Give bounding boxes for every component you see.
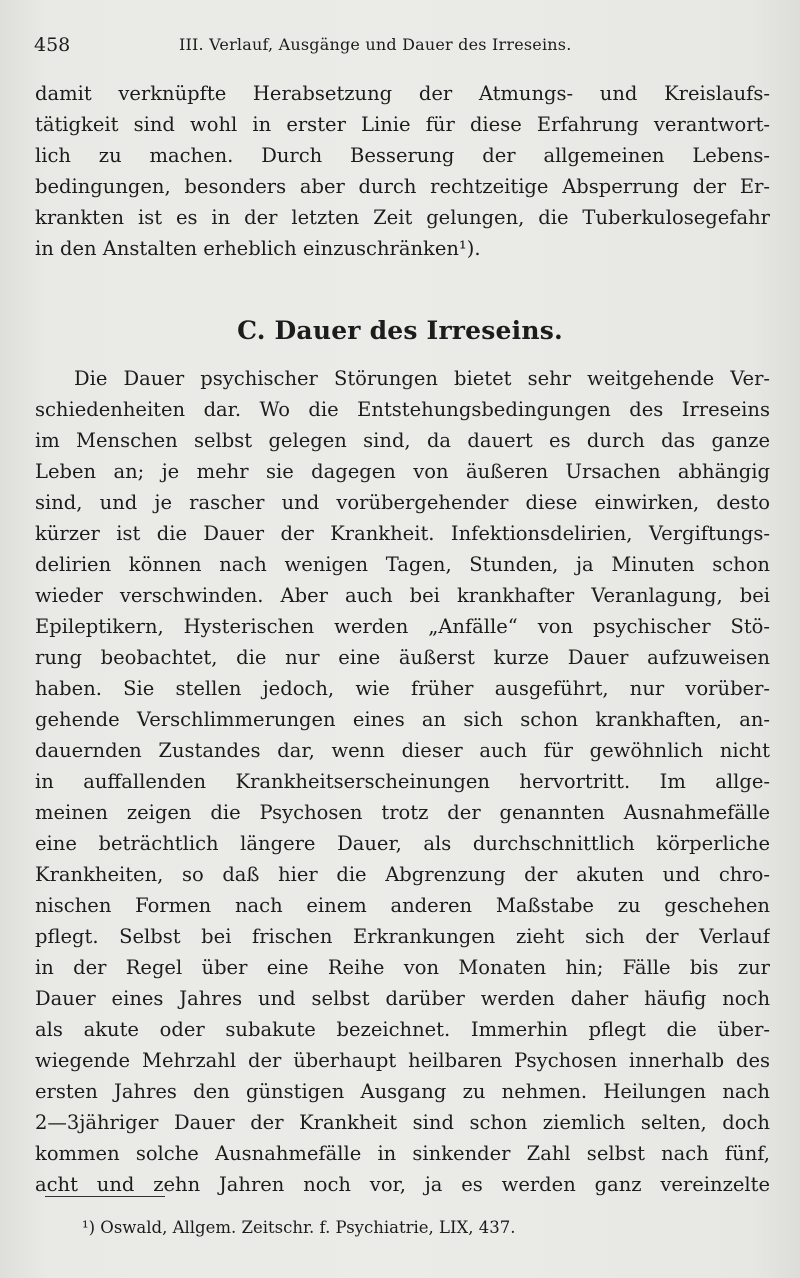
text-line: in den Anstalten erheblich einzuschränken¹). — [35, 237, 481, 260]
footnote: ¹) Oswald, Allgem. Zeitschr. f. Psychiatrie, LIX, 437. — [82, 1218, 516, 1237]
text-line: tätigkeit sind wohl in erster Linie für diese Erfahrung verantwort- — [35, 113, 770, 136]
text-line: bedingungen, besonders aber durch rechtzeitige Absperrung der Er- — [35, 175, 770, 198]
text-line: delirien können nach wenigen Tagen, Stunden, ja Minuten schon — [35, 553, 770, 576]
text-line: haben. Sie stellen jedoch, wie früher ausgeführt, nur vorüber- — [35, 677, 770, 700]
text-line: 2—3jähriger Dauer der Krankheit sind schon ziemlich selten, doch — [35, 1111, 770, 1134]
text-line: wieder verschwinden. Aber auch bei krankhafter Veranlagung, bei — [35, 584, 770, 607]
text-line: dauernden Zustandes dar, wenn dieser auch für gewöhnlich nicht — [35, 739, 770, 762]
text-line: Epileptikern, Hysterischen werden „Anfälle“ von psychischer Stö- — [35, 615, 770, 638]
text-line: meinen zeigen die Psychosen trotz der genannten Ausnahmefälle — [35, 801, 770, 824]
footnote-divider — [45, 1196, 165, 1197]
text-line: in auffallenden Krankheitserscheinungen hervortritt. Im allge- — [35, 770, 770, 793]
text-line: krankten ist es in der letzten Zeit gelungen, die Tuberkulosegefahr — [35, 206, 770, 229]
running-title: III. Verlauf, Ausgänge und Dauer des Irreseins. — [179, 35, 572, 54]
text-line: damit verknüpfte Herabsetzung der Atmungs- und Kreislaufs- — [35, 82, 770, 105]
text-line: ersten Jahres den günstigen Ausgang zu nehmen. Heilungen nach — [35, 1080, 770, 1103]
running-header — [34, 34, 770, 56]
text-line: schiedenheiten dar. Wo die Entstehungsbedingungen des Irreseins — [35, 398, 770, 421]
text-line: nischen Formen nach einem anderen Maßstabe zu geschehen — [35, 894, 770, 917]
section-heading: C. Dauer des Irreseins. — [237, 316, 563, 345]
text-line: Leben an; je mehr sie dagegen von äußeren Ursachen abhängig — [35, 460, 770, 483]
page-number: 458 — [34, 34, 71, 56]
text-line: im Menschen selbst gelegen sind, da dauert es durch das ganze — [35, 429, 770, 452]
text-line: wiegende Mehrzahl der überhaupt heilbaren Psychosen innerhalb des — [35, 1049, 770, 1072]
text-line: kommen solche Ausnahmefälle in sinkender Zahl selbst nach fünf, — [35, 1142, 770, 1165]
text-line: Dauer eines Jahres und selbst darüber werden daher häufig noch — [35, 987, 770, 1010]
text-line: lich zu machen. Durch Besserung der allgemeinen Lebens- — [35, 144, 770, 167]
text-line: Krankheiten, so daß hier die Abgrenzung der akuten und chro- — [35, 863, 770, 886]
text-line: pflegt. Selbst bei frischen Erkrankungen zieht sich der Verlauf — [35, 925, 770, 948]
text-line: Die Dauer psychischer Störungen bietet sehr weitgehende Ver- — [74, 367, 770, 390]
text-line: gehende Verschlimmerungen eines an sich schon krankhaften, an- — [35, 708, 770, 731]
text-line: als akute oder subakute bezeichnet. Immerhin pflegt die über- — [35, 1018, 770, 1041]
text-line: sind, und je rascher und vorübergehender diese einwirken, desto — [35, 491, 770, 514]
text-line: acht und zehn Jahren noch vor, ja es werden ganz vereinzelte — [35, 1173, 770, 1196]
text-line: kürzer ist die Dauer der Krankheit. Infektionsdelirien, Vergiftungs- — [35, 522, 770, 545]
text-line: in der Regel über eine Reihe von Monaten hin; Fälle bis zur — [35, 956, 770, 979]
text-line: rung beobachtet, die nur eine äußerst kurze Dauer aufzuweisen — [35, 646, 770, 669]
text-line: eine beträchtlich längere Dauer, als durchschnittlich körperliche — [35, 832, 770, 855]
